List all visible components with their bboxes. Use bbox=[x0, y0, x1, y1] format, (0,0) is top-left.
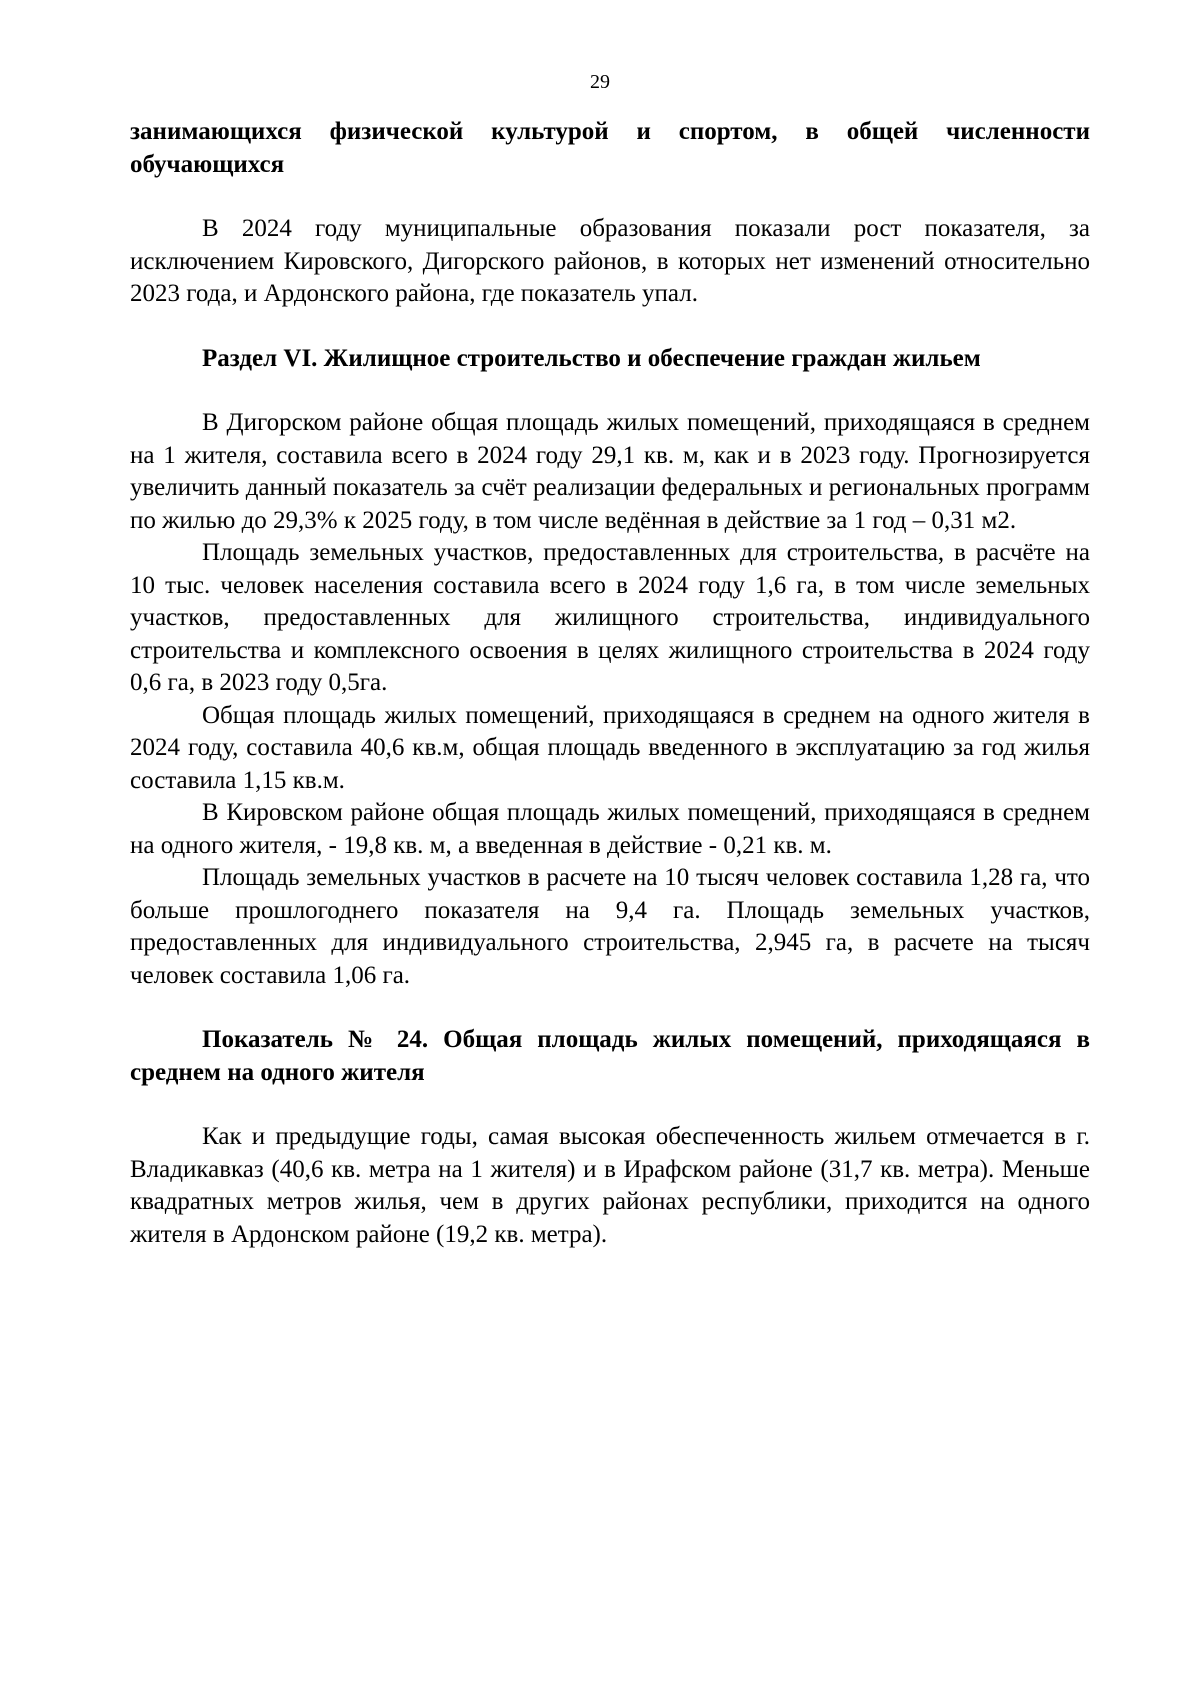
section-heading-vi: Раздел VI. Жилищное строительство и обеспечение граждан жильем bbox=[202, 344, 981, 372]
document-body bbox=[130, 116, 1090, 1251]
spacer bbox=[130, 992, 1090, 1024]
spacer bbox=[130, 1089, 1090, 1121]
paragraph-indicator-24: Как и предыдущие годы, самая высокая обеспеченность жильем отмечается в г. Владикавказ (40,6 кв. метра на 1 жителя) и в Ирафском районе (31,7 кв. метра). Меньше квадратных метров жилья, чем в других районах республики, приходится на одного жителя в Ардонском районе (19,2 кв. метра). bbox=[130, 1123, 1090, 1248]
spacer bbox=[130, 375, 1090, 407]
spacer bbox=[130, 311, 1090, 343]
paragraph-digora-land: Площадь земельных участков, предоставленных для строительства, в расчёте на 10 тыс. человек населения составила всего в 2024 году 1,6 га, в том числе земельных участков, предоставленных для жилищного строительства, индивидуального строительства и комплексного освоения в целях жилищного строительства в 2024 году 0,6 га, в 2023 году 0,5га. bbox=[130, 539, 1090, 696]
paragraph-indicator-summary: В 2024 году муниципальные образования показали рост показателя, за исключением Кировского, Дигорского районов, в которых нет изменений относительно 2023 года, и Ардонского района, где показатель упал. bbox=[130, 215, 1090, 307]
page-number: 29 bbox=[590, 71, 610, 93]
paragraph-kirov-land: Площадь земельных участков в расчете на 10 тысяч человек составила 1,28 га, что больше прошлогоднего показателя на 9,4 га. Площадь земельных участков, предоставленных для индивидуального строительства, 2,945 га, в расчете на тысяч человек составила 1,06 га. bbox=[130, 864, 1090, 989]
spacer bbox=[130, 181, 1090, 213]
paragraph-digora-housing: В Дигорском районе общая площадь жилых помещений, приходящаяся в среднем на 1 жителя, составила всего в 2024 году 29,1 кв. м, как и в 2023 году. Прогнозируется увеличить данный показатель за счёт реализации федеральных и региональных программ по жилью до 29,3% к 2025 году, в том числе ведённая в действие за 1 год – 0,31 м2. bbox=[130, 409, 1090, 534]
paragraph-kirov-housing: В Кировском районе общая площадь жилых помещений, приходящаяся в среднем на одного жителя, - 19,8 кв. м, а введенная в действие - 0,21 кв. м. bbox=[130, 799, 1090, 859]
indicator-24-heading: Показатель № 24. Общая площадь жилых помещений, приходящаяся в среднем на одного жителя bbox=[130, 1026, 1090, 1086]
heading-continuation: занимающихся физической культурой и спортом, в общей численности обучающихся bbox=[130, 118, 1090, 178]
paragraph-housing-average: Общая площадь жилых помещений, приходящаяся в среднем на одного жителя в 2024 году, составила 40,6 кв.м, общая площадь введенного в эксплуатацию за год жилья составила 1,15 кв.м. bbox=[130, 701, 1090, 794]
